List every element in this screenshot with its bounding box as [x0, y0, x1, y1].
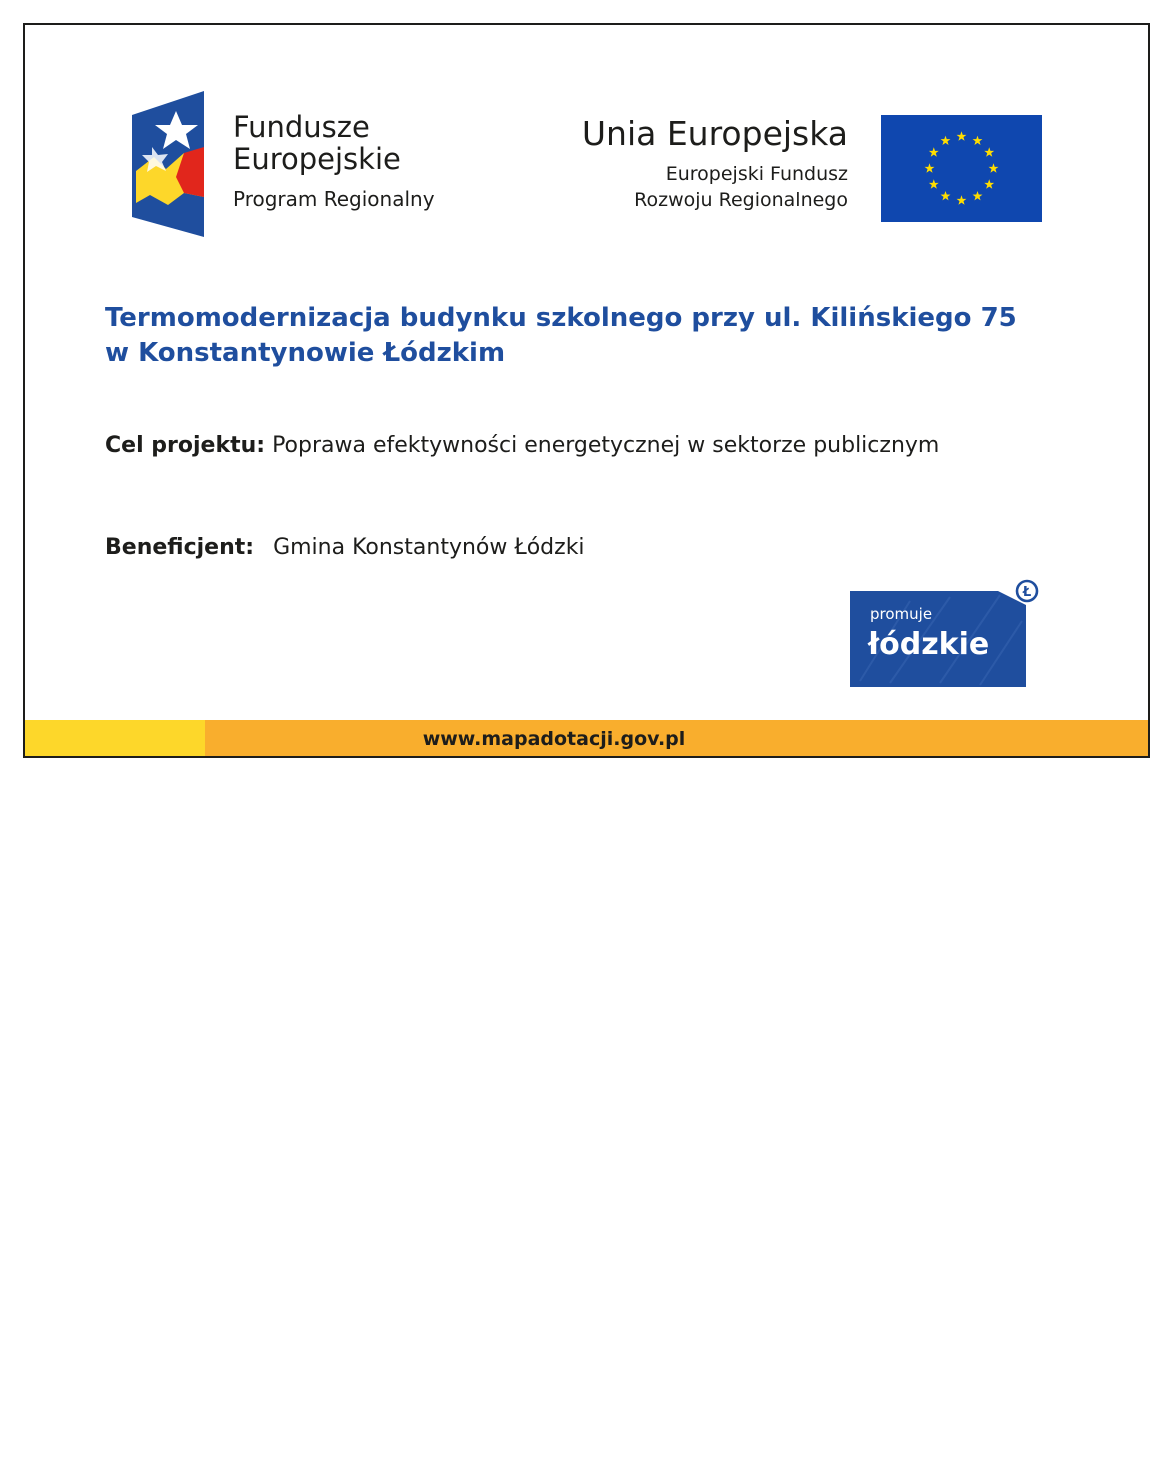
promo-big-text: łódzkie — [868, 627, 990, 662]
goal-value: Poprawa efektywności energetycznej w sektorze publicznym — [272, 433, 940, 458]
coin-l-icon — [1015, 579, 1039, 603]
ue-title: Unia Europejska — [581, 114, 848, 153]
footer-bar — [25, 720, 1148, 756]
fundusze-europejskie-flag-icon — [132, 91, 204, 237]
unia-europejska-text — [582, 115, 848, 213]
info-board — [23, 23, 1150, 758]
promo-small-text: promuje — [870, 605, 933, 623]
goal-label: Cel projektu: — [105, 433, 266, 458]
beneficiary-value: Gmina Konstantynów Łódzki — [273, 535, 585, 560]
coin-letter: Ł — [1022, 585, 1032, 600]
footer-yellow-block — [25, 720, 205, 756]
project-title-line1: Termomodernizacja budynku szkolnego przy ul. Kilińskiego 75 — [105, 303, 1017, 333]
fe-title-line2: Europejskie — [233, 142, 401, 176]
ue-sub-line1: Europejski Fundusz — [665, 163, 848, 185]
project-beneficiary — [105, 533, 585, 563]
fe-subtitle: Program Regionalny — [233, 187, 435, 211]
project-goal — [105, 431, 939, 461]
fe-title-line1: Fundusze — [233, 110, 370, 144]
ue-sub-line2: Rozwoju Regionalnego — [634, 189, 848, 211]
fundusze-europejskie-logo — [132, 91, 492, 241]
project-title — [105, 301, 1085, 371]
beneficiary-label: Beneficjent: — [105, 535, 255, 560]
project-title-line2: w Konstantynowie Łódzkim — [105, 338, 506, 368]
eu-flag-icon — [881, 115, 1042, 222]
footer-url[interactable]: www.mapadotacji.gov.pl — [422, 728, 686, 750]
promuje-lodzkie-logo — [850, 577, 1042, 689]
